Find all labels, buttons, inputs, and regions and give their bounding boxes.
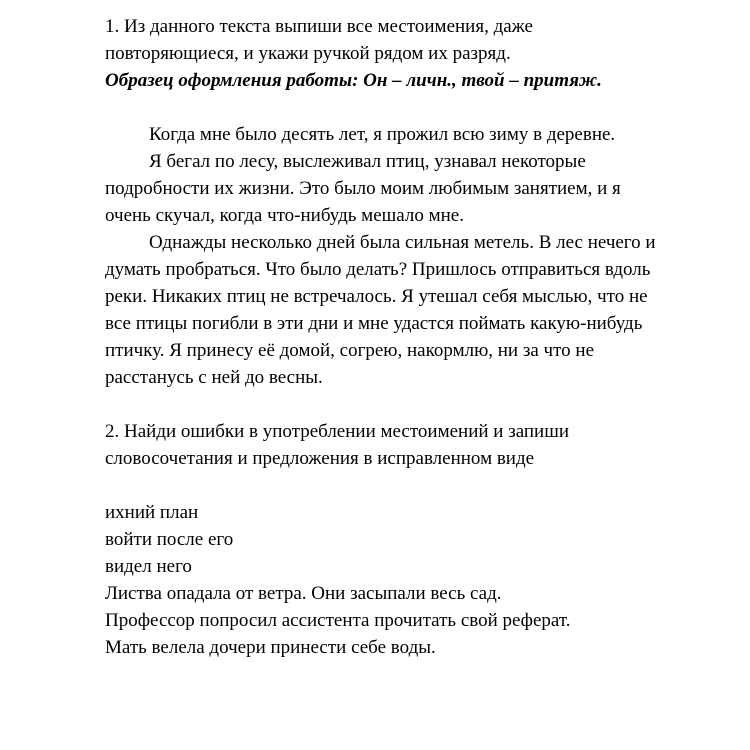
story-paragraph-3: Однажды несколько дней была сильная метель. В лес нечего и думать пробраться. Что было делать? Пришлось отправиться вдоль реки. Никаких птиц не встречалось. Я утешал себя мыслью, что не все птицы погибли в эти дни и мне удастся поймать какую-нибудь птичку. Я принесу её домой, согрею, накормлю, ни за что не расстанусь с ней до весны. — [105, 232, 656, 388]
exercise-item-2: войти после его — [105, 529, 234, 550]
exercise-item-6: Мать велела дочери принести себе воды. — [105, 637, 436, 658]
blank-line — [105, 391, 665, 418]
task1-instruction: 1. Из данного текста выпиши все местоимения, даже повторяющиеся, и укажи ручкой рядом их разряд. — [105, 16, 533, 64]
story-paragraph-1: Когда мне было десять лет, я прожил всю зиму в деревне. — [149, 124, 616, 145]
exercise-item-1: ихний план — [105, 502, 199, 523]
task1-sample-format: Образец оформления работы: Он – личн., твой – притяж. — [105, 70, 602, 91]
story-paragraph-2: Я бегал по лесу, выслеживал птиц, узнавал некоторые подробности их жизни. Это было моим любимым занятием, и я очень скучал, когда что-нибудь мешало мне. — [105, 151, 621, 226]
task2-instruction: 2. Найди ошибки в употреблении местоимений и запиши словосочетания и предложения в исправленном виде — [105, 421, 570, 469]
exercise-item-3: видел него — [105, 556, 192, 577]
blank-line — [105, 94, 665, 121]
exercise-item-4: Листва опадала от ветра. Они засыпали весь сад. — [105, 583, 502, 604]
document-body — [105, 13, 665, 661]
blank-line — [105, 472, 665, 499]
exercise-item-5: Профессор попросил ассистента прочитать свой реферат. — [105, 610, 571, 631]
